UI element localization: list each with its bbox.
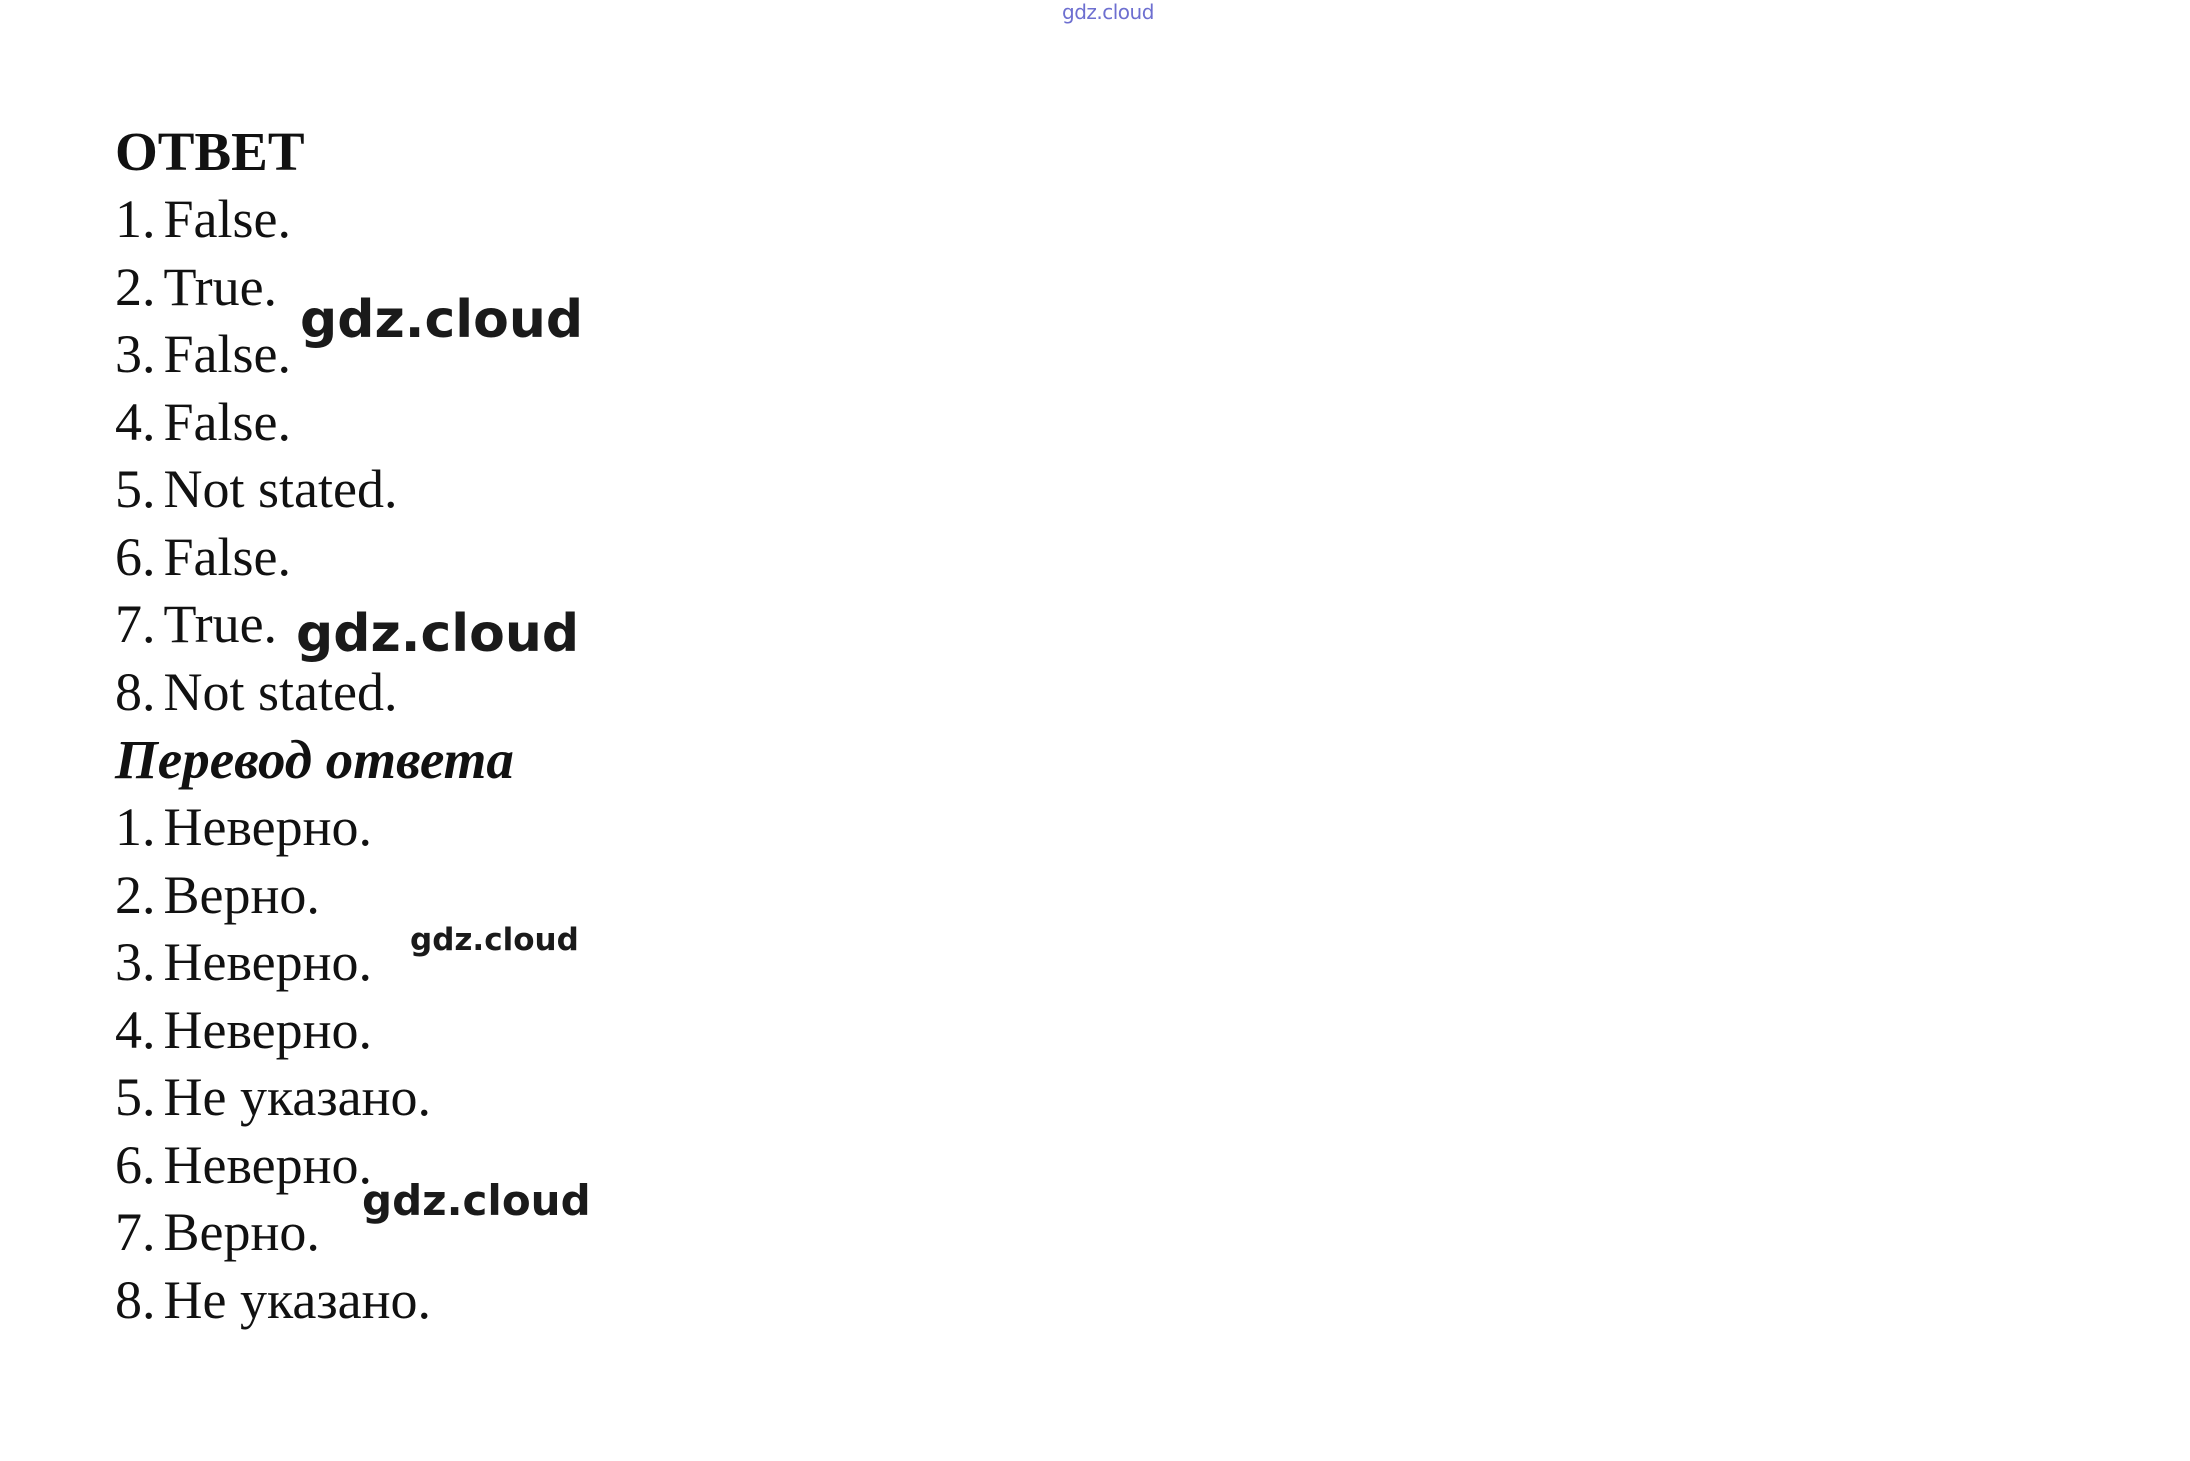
item-number: 1. — [115, 797, 156, 857]
translation-heading: Перевод ответа — [115, 729, 514, 790]
answer-item — [115, 524, 514, 592]
answer-item — [115, 186, 514, 254]
item-number: 4. — [115, 391, 156, 452]
item-text: Неверно. — [163, 797, 373, 857]
item-number: 1. — [115, 189, 156, 249]
answer-heading: ОТВЕТ — [115, 121, 305, 182]
translation-item — [115, 1064, 514, 1132]
answer-item — [115, 389, 514, 457]
translation-item — [115, 862, 514, 930]
item-text: Верно. — [163, 864, 320, 925]
translation-list — [115, 794, 514, 1334]
answer-item — [115, 456, 514, 524]
item-number: 5. — [115, 459, 156, 519]
item-number: 8. — [115, 661, 156, 722]
item-text: True. — [163, 594, 278, 654]
item-number: 7. — [115, 1202, 156, 1262]
item-text: Не указано. — [163, 1269, 432, 1330]
watermark: gdz.cloud — [362, 1176, 591, 1225]
top-watermark: gdz.cloud — [1062, 0, 1154, 24]
item-number: 2. — [115, 256, 156, 317]
translation-item — [115, 794, 514, 862]
item-text: Not stated. — [163, 661, 398, 722]
item-number: 7. — [115, 594, 156, 654]
item-number: 6. — [115, 526, 156, 587]
item-text: Неверно. — [163, 999, 373, 1060]
item-text: Верно. — [163, 1202, 320, 1262]
watermark: gdz.cloud — [300, 290, 584, 350]
item-number: 2. — [115, 864, 156, 925]
item-text: Неверно. — [163, 1134, 373, 1195]
item-text: Not stated. — [163, 459, 398, 519]
watermark: gdz.cloud — [410, 922, 579, 958]
item-text: False. — [163, 526, 291, 587]
item-number: 8. — [115, 1269, 156, 1330]
item-number: 4. — [115, 999, 156, 1060]
item-text: False. — [163, 391, 291, 452]
answer-item — [115, 659, 514, 727]
translation-item — [115, 1267, 514, 1335]
item-number: 3. — [115, 932, 156, 992]
translation-item — [115, 997, 514, 1065]
item-number: 6. — [115, 1134, 156, 1195]
item-text: Не указано. — [163, 1067, 432, 1127]
item-number: 3. — [115, 324, 156, 384]
item-text: False. — [163, 189, 291, 249]
item-number: 5. — [115, 1067, 156, 1127]
item-text: False. — [163, 324, 291, 384]
item-text: True. — [163, 256, 278, 317]
item-text: Неверно. — [163, 932, 373, 992]
watermark: gdz.cloud — [296, 604, 580, 664]
